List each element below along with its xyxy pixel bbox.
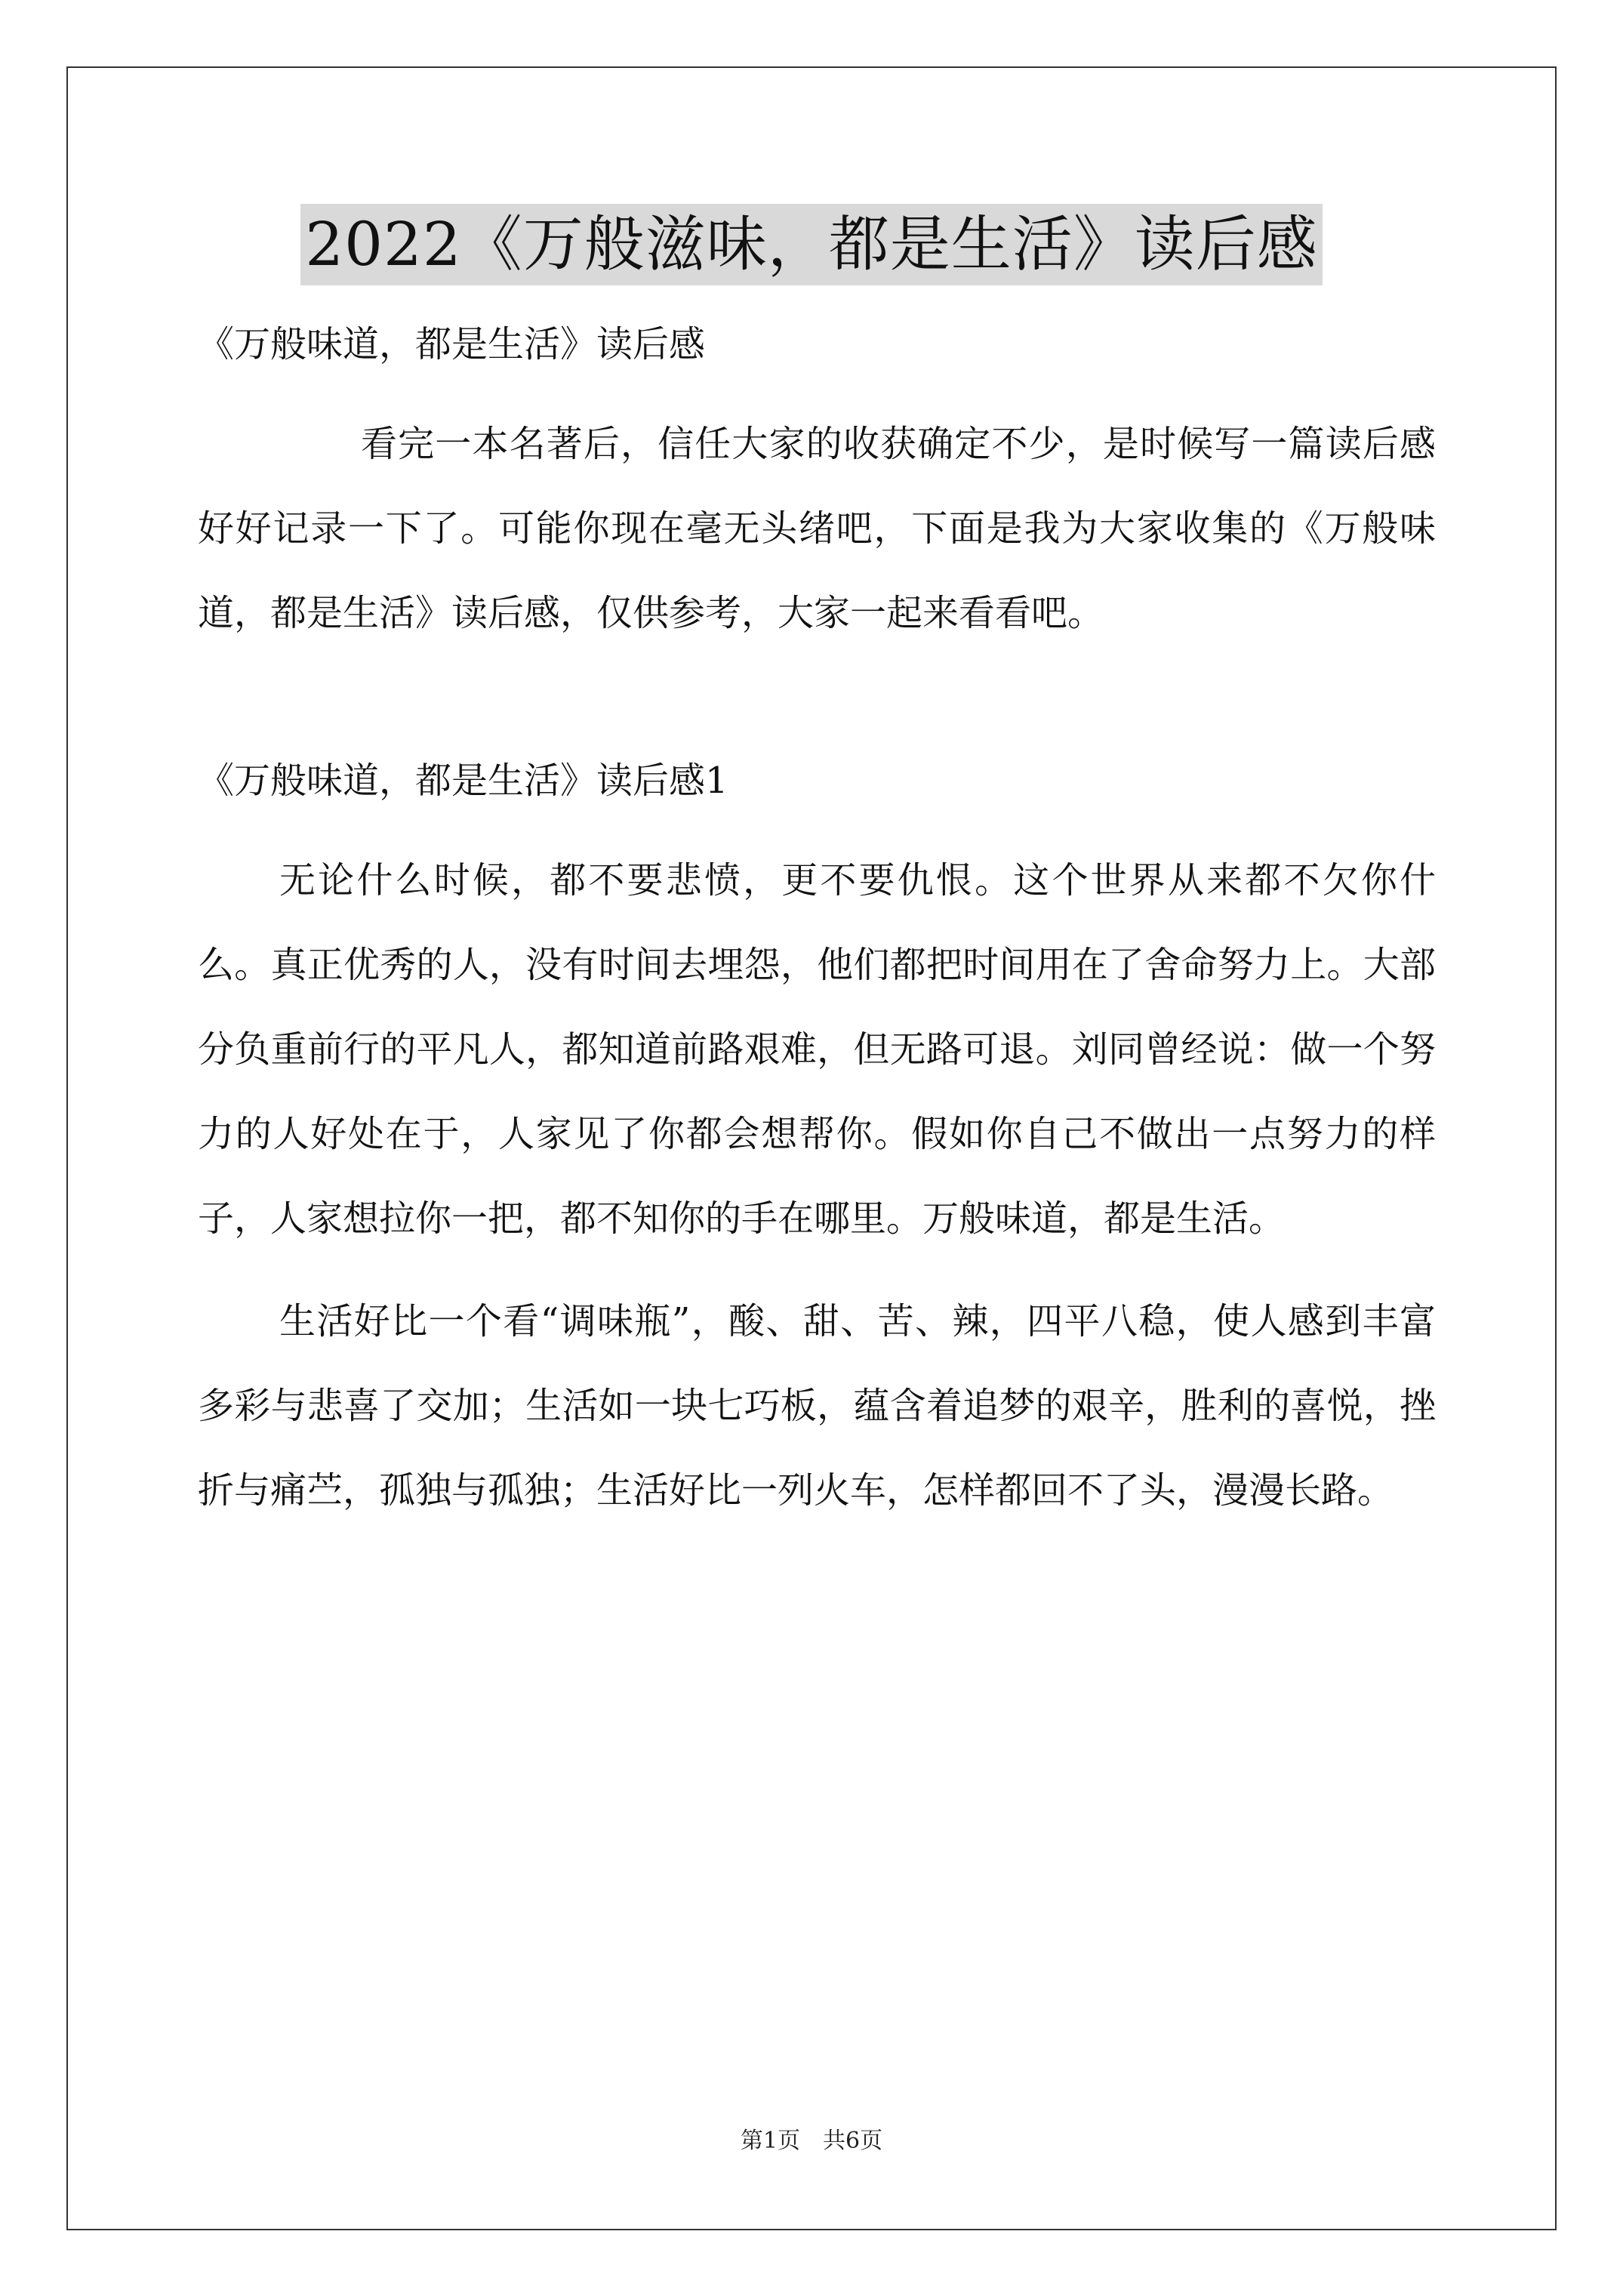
- section-heading: 《万般味道，都是生活》读后感1: [198, 760, 728, 802]
- page-number-footer: 第1页 共6页: [740, 2128, 883, 2154]
- title-container: [0, 204, 1623, 285]
- body-paragraph-2: 生活好比一个看“调味瓶”，酸、甜、苦、辣，四平八稳，使人感到丰富多彩与悲喜了交加；生活如一块七巧板，蕴含着追梦的艰辛，胜利的喜悦，挫折与痛苎，孤独与孤独；生活好比一列火车，怎样都回不了头，漫漫长路。: [198, 1300, 1436, 1512]
- intro-paragraph: 看完一本名著后，信任大家的收获确定不少，是时候写一篇读后感好好记录一下了。可能你现在毫无头绪吧，下面是我为大家收集的《万般味道，都是生活》读后感，仅供参考，大家一起来看看吧。: [198, 423, 1436, 634]
- document-body: [198, 302, 1436, 1533]
- document-title: 2022《万般滋味，都是生活》读后感: [300, 204, 1323, 285]
- subtitle: 《万般味道，都是生活》读后感: [198, 323, 706, 365]
- body-paragraph-1: 无论什么时候，都不要悲愤，更不要仇恨。这个世界从来都不欠你什么。真正优秀的人，没有时间去埋怨，他们都把时间用在了舍命努力上。大部分负重前行的平凡人，都知道前路艰难，但无路可退。刘同曾经说：做一个努力的人好处在于，人家见了你都会想帮你。假如你自己不做出一点努力的样子，人家想拉你一把，都不知你的手在哪里。万般味道，都是生活。: [198, 859, 1436, 1240]
